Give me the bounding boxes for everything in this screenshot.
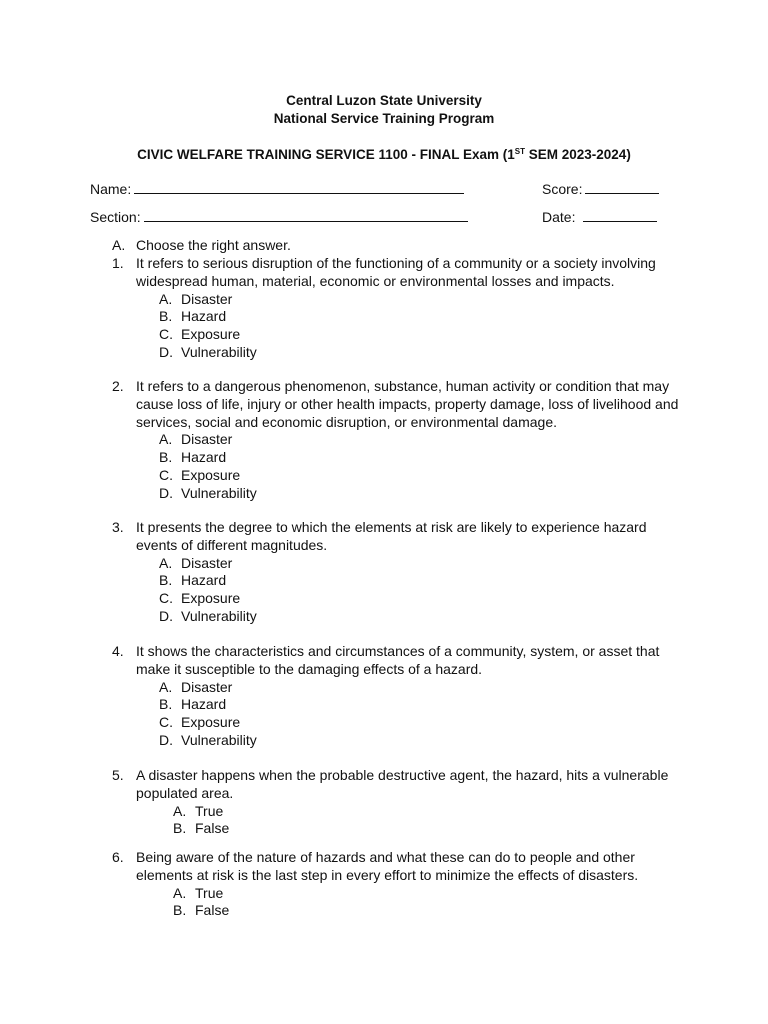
question-number: 2. bbox=[112, 378, 124, 394]
option-letter: B. bbox=[173, 902, 187, 919]
date-label: Date: bbox=[542, 209, 576, 225]
answer-option[interactable] bbox=[173, 902, 229, 920]
option-letter: A. bbox=[159, 431, 173, 448]
name-label: Name: bbox=[90, 181, 132, 197]
question-number: 3. bbox=[112, 519, 124, 535]
question-text-line: cause loss of life, injury or other health impacts, property damage, loss of livelihood and bbox=[136, 395, 679, 412]
section-label: Section: bbox=[90, 209, 141, 225]
answer-option[interactable] bbox=[159, 679, 232, 697]
answer-option[interactable] bbox=[159, 608, 257, 626]
option-text: Disaster bbox=[181, 431, 233, 448]
option-text: Disaster bbox=[181, 554, 233, 571]
exam-title-superscript: ST bbox=[514, 147, 525, 156]
question-text-line: It shows the characteristics and circumstances of a community, system, or asset that bbox=[136, 643, 660, 659]
date-blank-line[interactable] bbox=[583, 209, 657, 222]
answer-option[interactable] bbox=[159, 449, 226, 467]
question-text-line: services, social and economic disruption, or environmental damage. bbox=[136, 413, 557, 430]
option-letter: C. bbox=[159, 590, 173, 607]
question-text-line: It presents the degree to which the elements at risk are likely to experience hazard bbox=[136, 519, 647, 535]
option-text: Vulnerability bbox=[181, 484, 257, 501]
answer-option[interactable] bbox=[159, 291, 232, 309]
date-field bbox=[542, 209, 657, 225]
option-text: Vulnerability bbox=[181, 608, 257, 624]
question-text-line: Being aware of the nature of hazards and what these can do to people and other bbox=[136, 849, 635, 865]
option-text: Exposure bbox=[181, 326, 241, 343]
answer-option[interactable] bbox=[159, 590, 240, 608]
answer-option[interactable] bbox=[159, 572, 226, 590]
option-letter: D. bbox=[159, 344, 173, 360]
answer-option[interactable] bbox=[159, 485, 257, 503]
option-letter: A. bbox=[173, 884, 187, 901]
exam-title-prefix: CIVIC WELFARE TRAINING SERVICE 1100 - FINAL Exam (1 bbox=[137, 147, 515, 162]
question-text-line: make it susceptible to the damaging effects of a hazard. bbox=[136, 660, 483, 677]
question-text-line: A disaster happens when the probable destructive agent, the hazard, hits a vulnerable bbox=[136, 767, 669, 783]
answer-option[interactable] bbox=[159, 696, 226, 714]
question-number: 5. bbox=[112, 767, 124, 783]
answer-option[interactable] bbox=[159, 326, 240, 344]
program-name: National Service Training Program bbox=[273, 111, 495, 126]
score-label: Score: bbox=[542, 181, 583, 197]
option-letter: D. bbox=[159, 732, 173, 748]
option-letter: A. bbox=[159, 554, 173, 571]
answer-option[interactable] bbox=[159, 714, 240, 732]
question-number: 1. bbox=[112, 255, 124, 271]
instruction-text: Choose the right answer. bbox=[136, 237, 291, 253]
option-letter: B. bbox=[159, 572, 173, 589]
instruction-letter: A. bbox=[112, 237, 126, 253]
option-letter: B. bbox=[159, 449, 173, 466]
question-text-line: It refers to serious disruption of the functioning of a community or a society involving bbox=[136, 255, 656, 271]
option-letter: D. bbox=[159, 608, 173, 624]
option-letter: B. bbox=[173, 820, 187, 837]
question-text-line: elements at risk is the last step in every effort to minimize the effects of disasters. bbox=[136, 866, 639, 883]
option-letter: C. bbox=[159, 326, 173, 343]
option-text: True bbox=[195, 884, 224, 901]
answer-option[interactable] bbox=[159, 431, 232, 449]
option-letter: C. bbox=[159, 714, 173, 731]
option-letter: A. bbox=[173, 802, 187, 819]
answer-option[interactable] bbox=[173, 820, 229, 838]
question-number: 6. bbox=[112, 849, 124, 865]
score-field bbox=[542, 181, 659, 197]
option-text: Vulnerability bbox=[181, 344, 257, 360]
option-text: Disaster bbox=[181, 290, 233, 307]
option-text: False bbox=[195, 902, 230, 919]
option-text: Hazard bbox=[181, 308, 227, 325]
answer-option[interactable] bbox=[159, 555, 232, 573]
option-text: True bbox=[195, 802, 224, 819]
option-letter: B. bbox=[159, 308, 173, 325]
option-text: Disaster bbox=[181, 678, 233, 695]
answer-option[interactable] bbox=[159, 467, 240, 485]
option-letter: D. bbox=[159, 484, 173, 501]
option-text: False bbox=[195, 820, 230, 837]
option-text: Vulnerability bbox=[181, 732, 257, 748]
answer-option[interactable] bbox=[159, 344, 257, 362]
option-text: Hazard bbox=[181, 572, 227, 589]
question-text-line: populated area. bbox=[136, 784, 234, 801]
question-number: 4. bbox=[112, 643, 124, 659]
answer-option[interactable] bbox=[159, 308, 226, 326]
option-text: Exposure bbox=[181, 590, 241, 607]
section-field bbox=[90, 209, 468, 225]
name-blank-line[interactable] bbox=[134, 181, 464, 194]
instruction bbox=[0, 237, 768, 255]
exam-title-suffix: SEM 2023-2024) bbox=[525, 147, 631, 162]
score-blank-line[interactable] bbox=[585, 181, 659, 194]
answer-option[interactable] bbox=[159, 732, 257, 750]
option-letter: B. bbox=[159, 696, 173, 713]
option-letter: A. bbox=[159, 290, 173, 307]
option-text: Hazard bbox=[181, 696, 227, 713]
option-text: Exposure bbox=[181, 467, 241, 483]
exam-title bbox=[0, 147, 768, 162]
question-text-line: It refers to a dangerous phenomenon, substance, human activity or condition that may bbox=[136, 378, 670, 394]
option-letter: C. bbox=[159, 467, 173, 483]
university-name: Central Luzon State University bbox=[286, 93, 482, 108]
question-text-line: events of different magnitudes. bbox=[136, 536, 328, 553]
option-letter: A. bbox=[159, 678, 173, 695]
option-text: Exposure bbox=[181, 714, 241, 731]
option-text: Hazard bbox=[181, 449, 227, 466]
answer-option[interactable] bbox=[173, 803, 223, 821]
answer-option[interactable] bbox=[173, 885, 223, 903]
question-text-line: widespread human, material, economic or environmental losses and impacts. bbox=[136, 272, 615, 289]
name-field bbox=[90, 181, 464, 197]
section-blank-line[interactable] bbox=[144, 209, 468, 222]
